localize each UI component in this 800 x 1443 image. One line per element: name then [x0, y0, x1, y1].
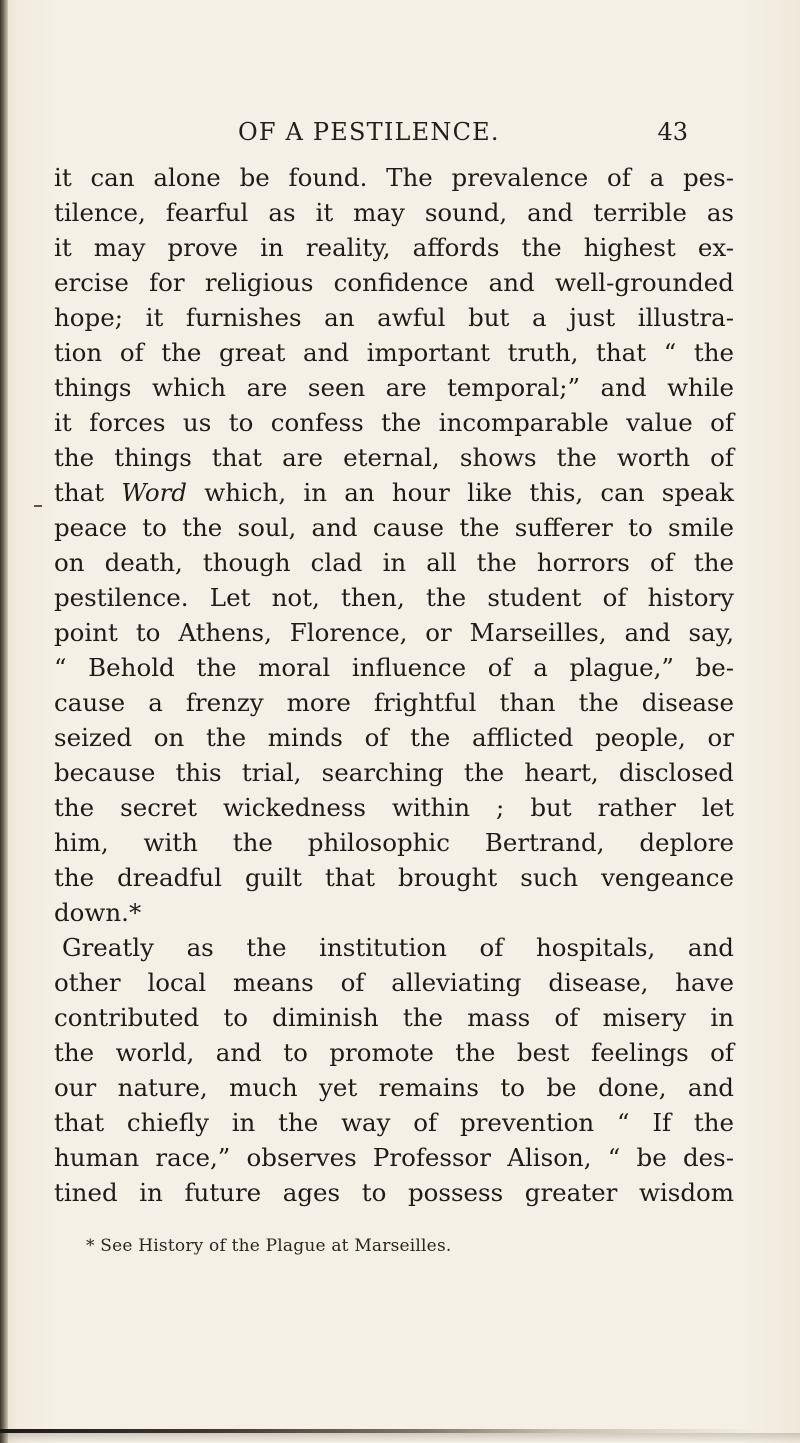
text-line: pestilence. Let not, then, the student of history: [54, 583, 734, 612]
text-line: the things that are eternal, shows the worth of: [54, 443, 734, 472]
text-line: “ Behold the moral influence of a plague,” be-: [54, 653, 734, 682]
text-line: point to Athens, Florence, or Marseilles, and say,: [54, 618, 734, 647]
text-line: tilence, fearful as it may sound, and terrible as: [54, 198, 734, 227]
text-line: contributed to diminish the mass of misery in: [54, 1003, 734, 1032]
body-text: [54, 160, 734, 1210]
text-line: the dreadful guilt that brought such vengeance: [54, 863, 734, 892]
text-line: cause a frenzy more frightful than the disease: [54, 688, 734, 717]
text-line: it can alone be found. The prevalence of a pes-: [54, 163, 734, 192]
paragraph-start-line: Greatly as the institution of hospitals, and: [62, 933, 734, 962]
page-number: 43: [657, 118, 688, 146]
text-line: it may prove in reality, affords the highest ex-: [54, 233, 734, 262]
binding-edge-shadow: [0, 0, 8, 1443]
text-line: hope; it furnishes an awful but a just illustra-: [54, 303, 734, 332]
text-line: it forces us to confess the incomparable value of: [54, 408, 734, 437]
text-line: human race,” observes Professor Alison, “ be des-: [54, 1143, 734, 1172]
text-line: peace to the soul, and cause the sufferer to smile: [54, 513, 734, 542]
footnote: * See History of the Plague at Marseilles.: [86, 1236, 452, 1256]
text-line: that chiefly in the way of prevention “ If the: [54, 1108, 734, 1137]
text-line: things which are seen are temporal;” and while: [54, 373, 734, 402]
text-line: seized on the minds of the afflicted people, or: [54, 723, 734, 752]
text-line: because this trial, searching the heart, disclosed: [54, 758, 734, 787]
text-line: on death, though clad in all the horrors of the: [54, 548, 734, 577]
bottom-shadow: [0, 1433, 800, 1443]
emphasized-word: Word: [121, 478, 187, 507]
text-line-with-italic-word: [54, 475, 734, 510]
text-fragment: that: [54, 478, 122, 507]
text-line: the secret wickedness within ; but rather let: [54, 793, 734, 822]
page-header: [238, 118, 688, 156]
text-fragment: which, in an hour like this, can speak: [187, 478, 734, 507]
margin-mark: [34, 505, 42, 507]
text-line: tion of the great and important truth, that “ the: [54, 338, 734, 367]
text-line: ercise for religious confidence and well-grounded: [54, 268, 734, 297]
text-line: other local means of alleviating disease, have: [54, 968, 734, 997]
text-line: the world, and to promote the best feelings of: [54, 1038, 734, 1067]
text-line: tined in future ages to possess greater wisdom: [54, 1178, 734, 1207]
text-line: him, with the philosophic Bertrand, deplore: [54, 828, 734, 857]
running-head: OF A PESTILENCE.: [238, 118, 500, 146]
text-line: down.*: [54, 898, 142, 927]
text-line: our nature, much yet remains to be done, and: [54, 1073, 734, 1102]
